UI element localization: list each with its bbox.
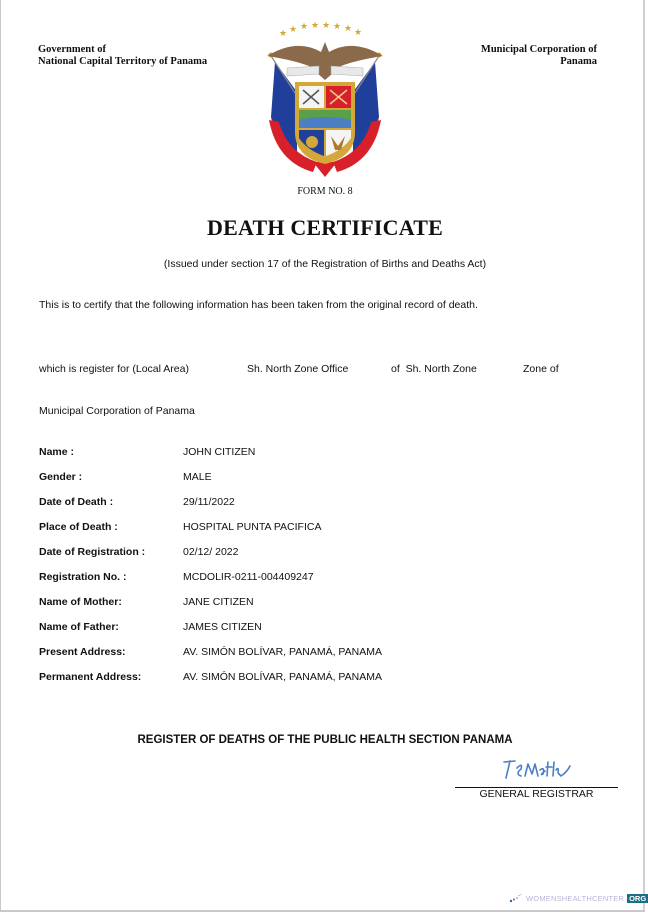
issuer-right — [481, 44, 597, 68]
form-number: FORM NO. 8 — [297, 186, 353, 197]
issuer-left — [38, 44, 207, 68]
local-area-intro: which is register for (Local Area) — [39, 363, 189, 375]
field-label-permanent-address: Permanent Address: — [39, 671, 142, 683]
issuer-left-line2: National Capital Territory of Panama — [38, 56, 208, 67]
issuer-right-line1: Municipal Corporation of — [480, 44, 597, 55]
field-value-father: JAMES CITIZEN — [183, 621, 262, 633]
field-value-date-of-death: 29/11/2022 — [183, 496, 235, 508]
field-value-date-of-registration: 02/12/ 2022 — [183, 546, 239, 558]
field-label-registration-no: Registration No. : — [39, 571, 127, 583]
field-value-gender: MALE — [183, 471, 212, 483]
svg-text:★: ★ — [289, 24, 298, 34]
register-heading: REGISTER OF DEATHS OF THE PUBLIC HEALTH SECTION PANAMA — [137, 734, 513, 746]
watermark — [509, 893, 648, 903]
svg-text:★: ★ — [365, 117, 374, 127]
document-subtitle: (Issued under section 17 of the Registration of Births and Deaths Act) — [163, 258, 487, 270]
field-value-mother: JANE CITIZEN — [183, 596, 254, 608]
local-area-office: Sh. North Zone Office — [247, 363, 349, 375]
local-area-zone: of Sh. North Zone — [391, 363, 477, 375]
field-label-gender: Gender : — [39, 471, 83, 483]
svg-text:★: ★ — [354, 27, 363, 37]
svg-text:★: ★ — [300, 22, 309, 31]
field-value-place-of-death: HOSPITAL PUNTA PACIFICA — [183, 521, 322, 533]
field-label-place-of-death: Place of Death : — [39, 521, 118, 533]
local-area-zone-of: Zone of — [523, 363, 559, 375]
field-label-name: Name : — [39, 446, 75, 458]
watermark-tld: ORG — [629, 893, 647, 903]
field-label-date-of-death: Date of Death : — [39, 496, 114, 508]
dots-logo-icon — [509, 893, 523, 903]
registrar-title: GENERAL REGISTRAR — [479, 788, 594, 800]
field-value-name: JOHN CITIZEN — [183, 446, 256, 458]
svg-text:★: ★ — [322, 22, 331, 30]
watermark-text: WOMENSHEALTHCENTER — [526, 893, 625, 903]
svg-text:★: ★ — [344, 23, 353, 33]
field-label-present-address: Present Address: — [39, 646, 126, 658]
svg-text:★: ★ — [333, 22, 342, 31]
field-label-date-of-registration: Date of Registration : — [39, 546, 146, 558]
field-label-father: Name of Father: — [39, 621, 119, 633]
municipality: Municipal Corporation of Panama — [39, 405, 195, 417]
field-value-registration-no: MCDOLIR-0211-004409247 — [183, 571, 314, 583]
field-value-present-address: AV. SIMÓN BOLÍVAR, PANAMÁ, PANAMA — [183, 646, 382, 658]
certify-statement: This is to certify that the following information has been taken from the original record of death. — [39, 299, 478, 311]
coat-of-arms-icon — [257, 22, 393, 182]
svg-text:★: ★ — [311, 22, 320, 30]
document-title: DEATH CERTIFICATE — [207, 215, 443, 240]
issuer-left-line1: Government of — [38, 44, 106, 55]
field-value-permanent-address: AV. SIMÓN BOLÍVAR, PANAMÁ, PANAMA — [183, 671, 382, 683]
issuer-right-line2: Panama — [560, 56, 597, 67]
registrar-signature-icon — [501, 758, 573, 782]
field-label-mother: Name of Mother: — [39, 596, 122, 608]
svg-text:★: ★ — [277, 117, 286, 127]
svg-text:★: ★ — [279, 28, 288, 38]
